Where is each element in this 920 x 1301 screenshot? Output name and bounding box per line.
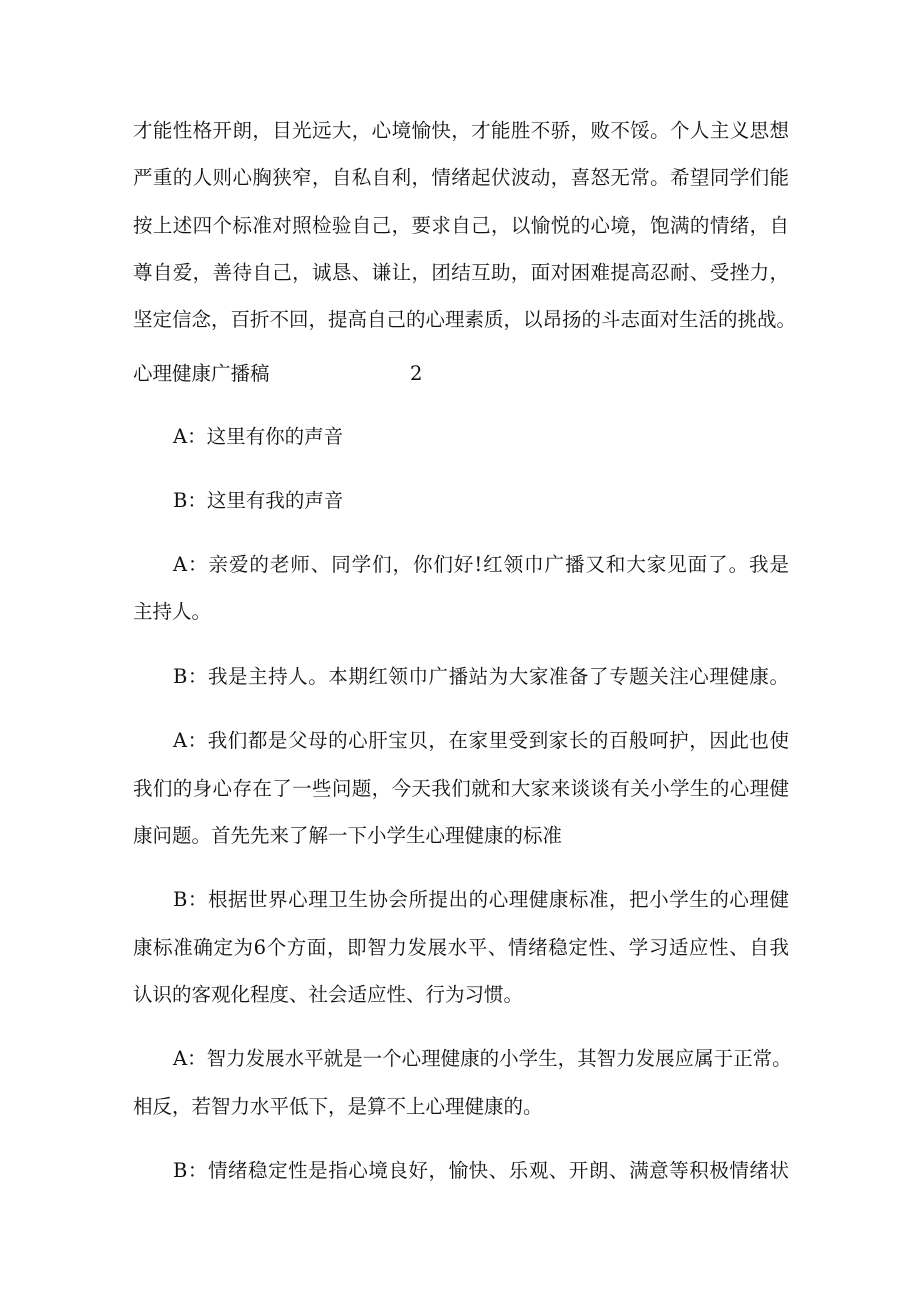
section-number: 2: [410, 362, 423, 385]
intro-line-1: 才能性格开朗，目光远大，心境愉快，才能胜不骄，败不馁。个人主义思想: [133, 119, 789, 142]
dialogue-line-b1: B：这里有我的声音: [173, 489, 344, 512]
dialogue-line-a1: A：这里有你的声音: [173, 425, 344, 448]
intro-line-4: 尊自爱，善待自己，诚恳、谦让，团结互助，面对困难提高忍耐、受挫力，: [133, 261, 789, 284]
dialogue-line-b3-3: 认识的客观化程度、社会适应性、行为习惯。: [133, 983, 524, 1006]
dialogue-line-a3-1: A：我们都是父母的心肝宝贝，在家里受到家长的百般呵护，因此也使: [173, 729, 789, 752]
dialogue-line-a2-1: A：亲爱的老师、同学们，你们好!红领巾广播又和大家见面了。我是: [173, 553, 789, 576]
section-title: 心理健康广播稿: [133, 362, 270, 385]
dialogue-line-b3-2: 康标准确定为6个方面，即智力发展水平、情绪稳定性、学习适应性、自我: [133, 936, 789, 959]
section-heading: [133, 364, 433, 388]
dialogue-line-a3-3: 康问题。首先先来了解一下小学生心理健康的标准: [133, 824, 563, 847]
dialogue-line-a3-2: 我们的身心存在了一些问题，今天我们就和大家来谈谈有关小学生的心理健: [133, 777, 789, 800]
intro-line-5: 坚定信念，百折不回，提高自己的心理素质，以昂扬的斗志面对生活的挑战。: [133, 308, 797, 331]
dialogue-line-a4-1: A：智力发展水平就是一个心理健康的小学生，其智力发展应属于正常。: [173, 1047, 792, 1070]
intro-line-2: 严重的人则心胸狭窄，自私自利，情绪起伏波动，喜怒无常。希望同学们能: [133, 166, 789, 189]
dialogue-line-a2-2: 主持人。: [133, 600, 212, 623]
dialogue-line-a4-2: 相反，若智力水平低下，是算不上心理健康的。: [133, 1095, 543, 1118]
dialogue-line-b3-1: B：根据世界心理卫生协会所提出的心理健康标准，把小学生的心理健: [173, 888, 789, 911]
dialogue-line-b2: B：我是主持人。本期红领巾广播站为大家准备了专题关注心理健康。: [173, 665, 789, 688]
dialogue-line-b4-1: B：情绪稳定性是指心境良好，愉快、乐观、开朗、满意等积极情绪状: [173, 1159, 789, 1182]
intro-line-3: 按上述四个标准对照检验自己，要求自己，以愉悦的心境，饱满的情绪，自: [133, 214, 789, 237]
